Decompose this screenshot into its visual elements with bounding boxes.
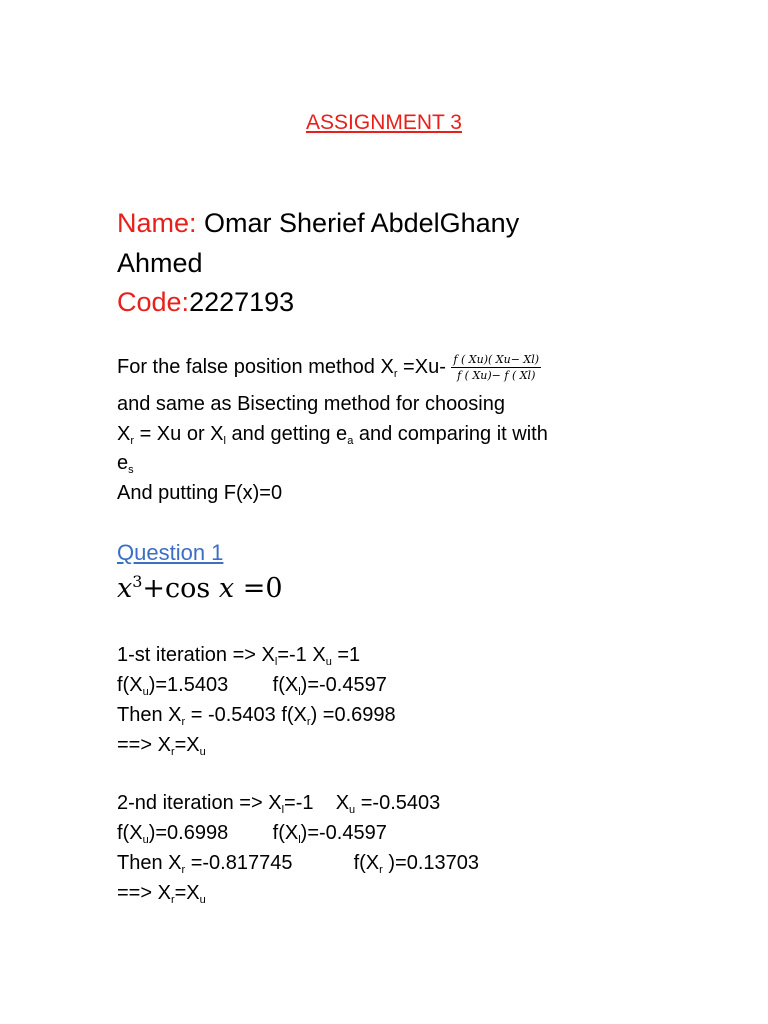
iteration-2-line-2 [117, 822, 387, 846]
subscript: r [181, 716, 186, 728]
text: =1 [331, 644, 361, 666]
name-value: Omar Sherief AbdelGhany [196, 208, 520, 238]
text: f(X [117, 674, 143, 696]
subscript: u [142, 686, 149, 698]
subscript: u [142, 834, 149, 846]
equation-text: =0 [234, 573, 283, 604]
subscript: r [170, 746, 175, 758]
text: =-1 X [277, 644, 326, 666]
question-1-equation [117, 572, 283, 604]
equation-exponent: 3 [132, 572, 143, 591]
subscript: r [181, 864, 186, 876]
fraction-numerator: f ( Xu)( Xu− Xl) [453, 353, 540, 366]
iteration-2-line-1 [117, 792, 440, 816]
intro-line-4 [117, 452, 134, 476]
text: 1-st iteration => X [117, 644, 275, 666]
subscript: l [298, 686, 301, 698]
intro-line-1 [117, 352, 541, 383]
text: =-0.5403 [355, 792, 441, 814]
equation-text: +cos [142, 573, 219, 604]
subscript: s [128, 464, 134, 476]
text: =-1 X [284, 792, 350, 814]
text: =Xu- [397, 355, 452, 378]
iteration-1-line-1 [117, 644, 360, 668]
subscript: l [274, 656, 278, 668]
subscript: r [393, 367, 398, 380]
fraction-denominator: f ( Xu)− f ( Xl) [457, 369, 536, 382]
intro-line-2: and same as Bisecting method for choosing [117, 393, 505, 415]
text: ==> X [117, 882, 171, 904]
text: ==> X [117, 734, 171, 756]
equation-var: x [218, 573, 235, 604]
text: = -0.5403 f(X [185, 704, 307, 726]
false-position-fraction [451, 352, 541, 383]
subscript: u [199, 894, 206, 906]
text: 2-nd iteration => X [117, 792, 282, 814]
name-line [117, 208, 519, 239]
equation-var: x [117, 573, 133, 604]
text: )=0.13703 [382, 852, 480, 874]
subscript: l [281, 804, 285, 816]
subscript: l [223, 435, 226, 447]
text: =X [174, 734, 200, 756]
intro-line-3 [117, 423, 548, 447]
iteration-2-line-4 [117, 882, 206, 906]
text: and comparing it with [353, 423, 548, 445]
assignment-title: ASSIGNMENT 3 [306, 111, 462, 134]
text: =-0.817745 f(X [185, 852, 380, 874]
code-value: 2227193 [189, 287, 295, 317]
subscript: r [130, 435, 135, 447]
name-line-continued: Ahmed [117, 248, 203, 278]
iteration-1-line-3 [117, 704, 396, 728]
subscript: u [349, 804, 356, 816]
text: Then X [117, 704, 182, 726]
subscript: l [298, 834, 301, 846]
text: )=1.5403 f(X [148, 674, 299, 696]
question-1-heading[interactable]: Question 1 [117, 540, 224, 565]
name-label: Name: [117, 208, 197, 238]
text: )=0.6998 f(X [148, 822, 299, 844]
text: For the false position method X [117, 355, 394, 378]
code-line [117, 287, 294, 318]
subscript: a [347, 435, 354, 447]
text: )=-0.4597 [300, 674, 387, 696]
intro-line-5: And putting F(x)=0 [117, 482, 283, 504]
text: Then X [117, 852, 182, 874]
text: ) =0.6998 [310, 704, 396, 726]
text: =X [174, 882, 200, 904]
code-label: Code: [117, 287, 190, 317]
text: = Xu or X [134, 423, 224, 445]
iteration-1-line-2 [117, 674, 387, 698]
text: f(X [117, 822, 143, 844]
iteration-1-line-4 [117, 734, 206, 758]
subscript: r [306, 716, 311, 728]
subscript: u [199, 746, 206, 758]
text: X [117, 423, 131, 445]
text: e [117, 452, 129, 474]
iteration-2-line-3 [117, 852, 479, 876]
subscript: u [325, 656, 332, 668]
text: )=-0.4597 [300, 822, 387, 844]
subscript: r [170, 894, 175, 906]
subscript: r [379, 864, 383, 876]
text: and getting e [225, 423, 348, 445]
